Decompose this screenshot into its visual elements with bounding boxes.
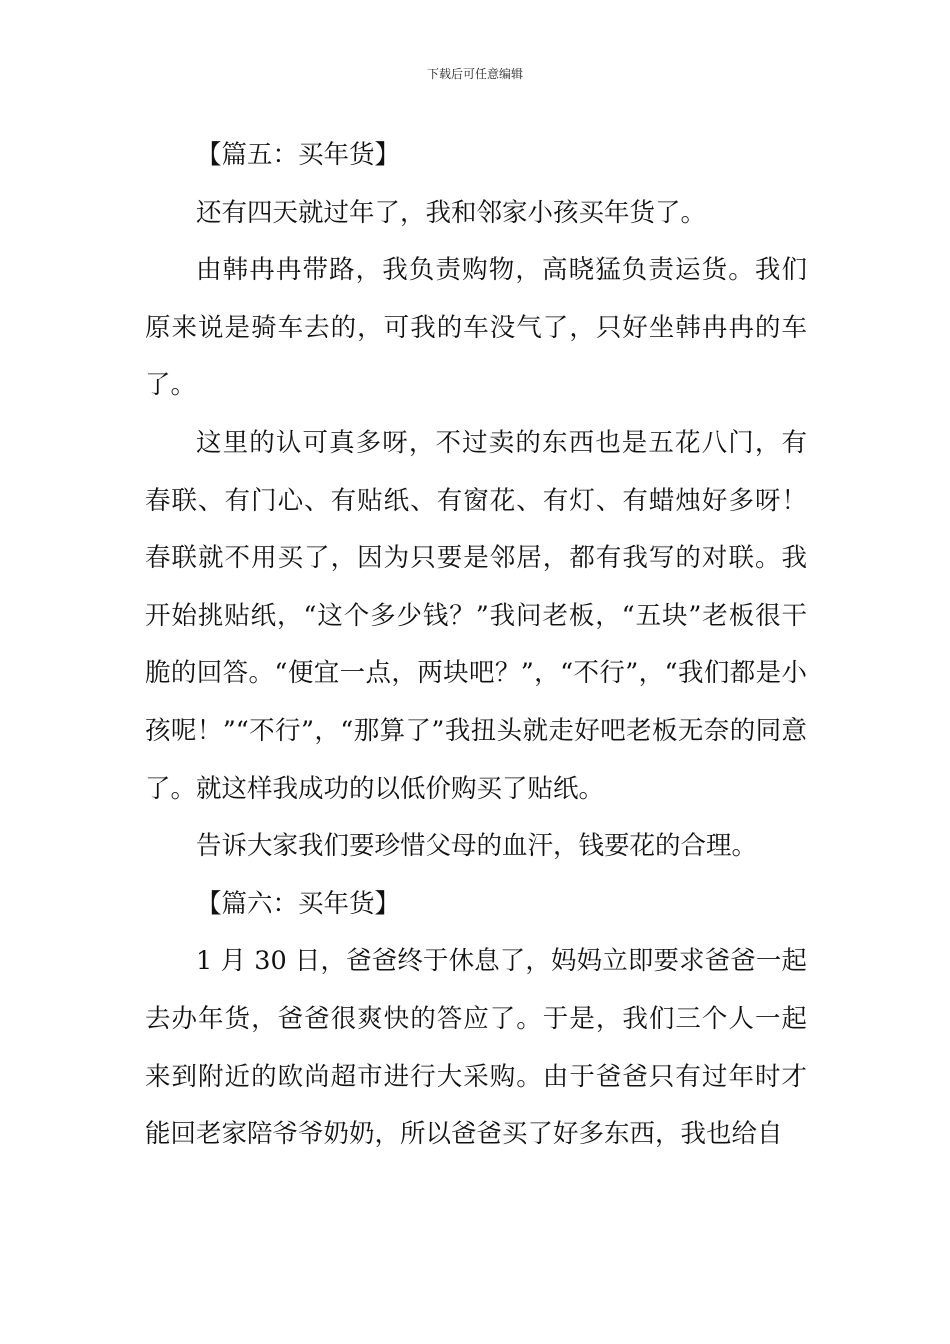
paragraph: 还有四天就过年了，我和邻家小孩买年货了。 <box>196 197 707 228</box>
page-header-note: 下载后可任意编辑 <box>426 67 523 81</box>
section-heading-5: 【篇五：买年货】 <box>196 140 401 170</box>
article-body <box>145 127 807 1164</box>
paragraph: 这里的认可真多呀，不过卖的东西也是五花八门，有春联、有门心、有贴纸、有窗花、有灯、有蜡烛好多呀！春联就不用买了，因为只要是邻居，都有我写的对联。我开始挑贴纸，“这个多少钱？”我问老板，“五块”老板很干脆的回答。“便宜一点，两块吧？”，“不行”，“我们都是小孩呢！”“不行”，“那算了”我扭头就走好吧老板无奈的同意了。就这样我成功的以低价购买了贴纸。 <box>145 427 807 804</box>
paragraph: 1 月 30 日，爸爸终于休息了，妈妈立即要求爸爸一起去办年货，爸爸很爽快的答应了。于是，我们三个人一起来到附近的欧尚超市进行大采购。由于爸爸只有过年时才能回老家陪爷爷奶奶，所以爸爸买了好多东西，我也给自 <box>145 946 807 1150</box>
paragraph: 由韩冉冉带路，我负责购物，高晓猛负责运货。我们原来说是骑车去的，可我的车没气了，只好坐韩冉冉的车了。 <box>145 255 807 401</box>
section-heading-6: 【篇六：买年货】 <box>196 888 401 919</box>
paragraph: 告诉大家我们要珍惜父母的血汗，钱要花的合理。 <box>196 831 758 862</box>
